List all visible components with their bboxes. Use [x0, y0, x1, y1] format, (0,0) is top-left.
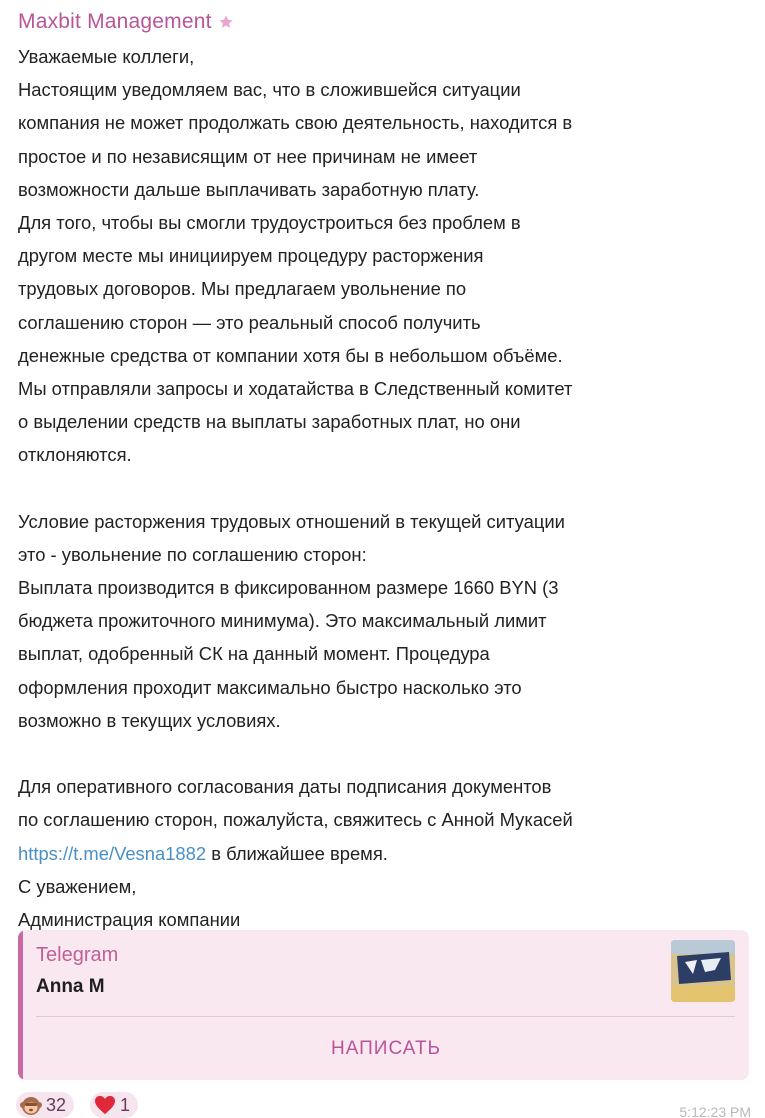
reactions-bar [16, 1092, 138, 1118]
message-line: это - увольнение по соглашению сторон: [18, 543, 367, 565]
telegram-link[interactable]: https://t.me/Vesna1882 [18, 842, 207, 864]
message-link-line [18, 837, 753, 870]
paragraph-spacer [18, 471, 753, 504]
message-signature: Администрация компании [18, 908, 241, 930]
paragraph-spacer [18, 737, 753, 770]
message-line: трудовых договоров. Мы предлагаем увольнение по [18, 278, 467, 300]
message-line: по соглашению сторон, пожалуйста, свяжитесь с Анной Мукасей [18, 809, 573, 831]
preview-site-name: Telegram [36, 944, 119, 966]
message-line: компания не может продолжать свою деятельность, находится в [18, 112, 573, 134]
message-timestamp: 5:12:23 PM [679, 1104, 751, 1118]
message-line: оформления проходит максимально быстро насколько это [18, 676, 522, 698]
profile-photo-icon [671, 940, 735, 1002]
message-line: Настоящим уведомляем вас, что в сложившейся ситуации [18, 79, 521, 101]
message-line: Выплата производится в фиксированном размере 1660 BYN (3 [18, 577, 559, 598]
reaction-monkey[interactable] [16, 1092, 74, 1118]
message-line: выплат, одобренный СК на данный момент. Процедура [18, 643, 490, 665]
message-text [18, 40, 753, 936]
message-line: возможно в текущих условиях. [18, 709, 281, 731]
message-line: бюджета прожиточного минимума). Это максимальный лимит [18, 610, 547, 632]
write-message-button[interactable]: НАПИСАТЬ [330, 1038, 442, 1059]
monkey-face-icon [20, 1094, 42, 1116]
message-line: Для того, чтобы вы смогли трудоустроиться без проблем в [18, 211, 521, 233]
message-line: Для оперативного согласования даты подписания документов [18, 776, 552, 798]
reaction-count: 32 [46, 1094, 67, 1115]
heart-icon [94, 1095, 116, 1115]
sender-header[interactable] [18, 10, 234, 34]
preview-title: Anna M [36, 976, 105, 997]
message-line: Условие расторжения трудовых отношений в текущей ситуации [18, 510, 565, 532]
message-line: Мы отправляли запросы и ходатайства в Следственный комитет [18, 377, 573, 399]
sender-name[interactable]: Maxbit Management [18, 10, 212, 33]
preview-thumbnail[interactable] [671, 940, 735, 1002]
reaction-heart[interactable] [90, 1092, 138, 1118]
message-greeting: Уважаемые коллеги, [18, 46, 195, 67]
message-line: отклоняются. [18, 444, 132, 466]
star-icon [218, 14, 234, 30]
preview-divider [36, 1016, 735, 1017]
message-line: другом месте мы инициируем процедуру расторжения [18, 245, 484, 267]
message-line: возможности дальше выплачивать заработную плату. [18, 178, 480, 200]
message-line: соглашению сторон — это реальный способ получить [18, 311, 481, 333]
message-closing: С уважением, [18, 875, 137, 897]
message-line: простое и по независящим от нее причинам не имеет [18, 145, 478, 167]
reaction-count: 1 [120, 1094, 131, 1115]
link-preview-card[interactable] [18, 930, 749, 1080]
message-line: денежные средства от компании хотя бы в небольшом объёме. [18, 344, 563, 366]
link-suffix: в ближайшее время. [206, 842, 388, 864]
message-line: о выделении средств на выплаты заработных плат, но они [18, 411, 521, 433]
